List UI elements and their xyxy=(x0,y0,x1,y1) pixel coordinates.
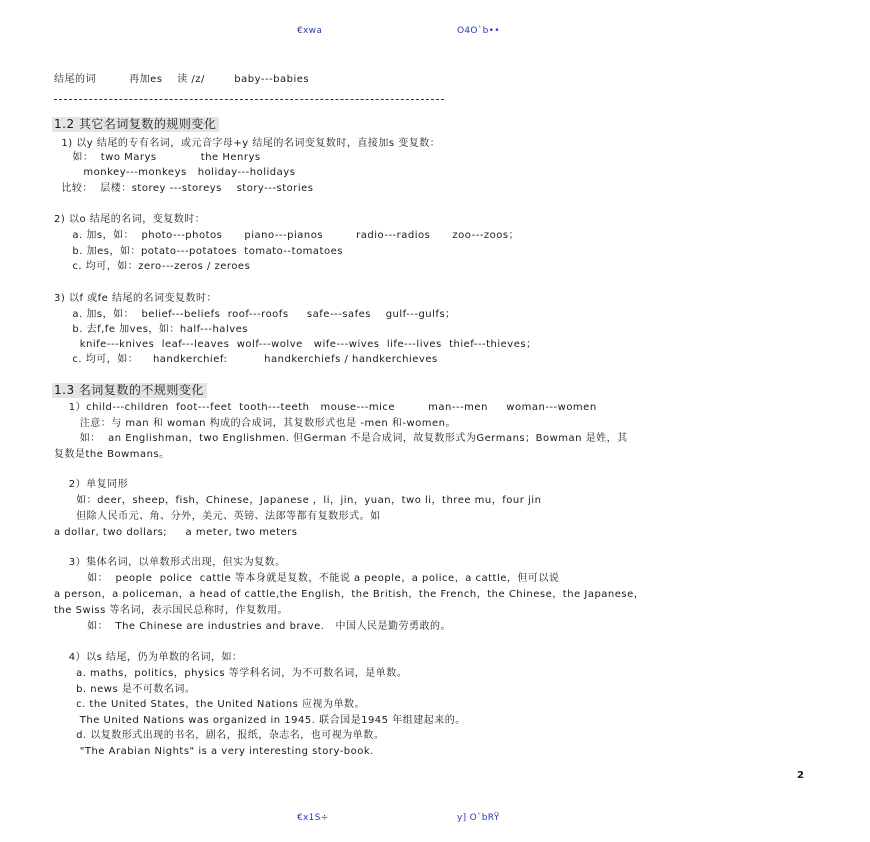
text-line: "The Arabian Nights" is a very interesting story-book. xyxy=(54,746,374,757)
text-line: b. 去f,fe 加ves，如：half---halves xyxy=(54,324,248,335)
text-line: 2）单复同形 xyxy=(54,479,129,490)
text-line: 注意：与 man 和 woman 构成的合成词，其复数形式也是 -men 和-women。 xyxy=(54,418,457,429)
footer-right-text: y] O`bRŸ xyxy=(457,813,500,823)
text-line: d. 以复数形式出现的书名，剧名，报纸，杂志名，也可视为单数。 xyxy=(54,730,385,741)
text-line: 如： an Englishman，two Englishmen. 但German 不是合成词，故复数形式为Germans；Bowman 是姓，其 xyxy=(54,433,628,444)
text-line: a dollar, two dollars; a meter, two meters xyxy=(54,527,298,538)
text-line: 如：deer，sheep，fish，Chinese，Japanese ，li，jin，yuan，two li，three mu，four jin xyxy=(54,495,542,506)
section-heading-1-3: 1.3 名词复数的不规则变化 xyxy=(52,383,207,398)
page-number: 2 xyxy=(797,770,804,781)
section-heading-1-2: 1.2 其它名词复数的规则变化 xyxy=(52,117,219,132)
text-line: b. news 是不可数名词。 xyxy=(54,684,196,695)
text-line: knife---knives leaf---leaves wolf---wolve wife---wives life---lives thief---thieves； xyxy=(54,339,537,350)
text-line: 1) 以y 结尾的专有名词，或元音字母+y 结尾的名词变复数时，直接加s 变复数： xyxy=(54,138,441,149)
text-line: c. 均可，如：zero---zeros / zeroes xyxy=(54,261,251,272)
text-line: 结尾的词 再加es 读 /z/ baby---babies xyxy=(54,74,310,85)
text-line: c. the United States，the United Nations 应视为单数。 xyxy=(54,699,366,710)
text-line: 但除人民币元、角、分外，美元、英镑、法郎等都有复数形式。如 xyxy=(54,511,381,522)
text-line: 复数是the Bowmans。 xyxy=(54,449,170,460)
text-line: 如： people police cattle 等本身就是复数，不能说 a people，a police，a cattle，但可以说 xyxy=(54,573,560,584)
text-line: c. 均可，如： handkerchief: handkerchiefs / handkerchieves xyxy=(54,354,438,365)
text-line: a. maths，politics，physics 等学科名词，为不可数名词，是单数。 xyxy=(54,668,408,679)
text-line: 3) 以f 或fe 结尾的名词变复数时： xyxy=(54,293,217,304)
text-line: a. 加s，如： belief---beliefs roof---roofs safe---safes gulf---gulfs； xyxy=(54,309,456,320)
text-line: 比较： 层楼：storey ---storeys story---stories xyxy=(54,183,314,194)
text-line: a person，a policeman，a head of cattle,the English，the British，the French，the Chinese，the Japanese， xyxy=(54,589,645,600)
text-line: 4）以s 结尾，仍为单数的名词，如： xyxy=(54,652,243,663)
text-line: 2) 以o 结尾的名词，变复数时： xyxy=(54,214,206,225)
text-line: 3）集体名词，以单数形式出现，但实为复数。 xyxy=(54,557,286,568)
dashed-rule xyxy=(54,99,444,100)
footer-left-text: €x1S÷ xyxy=(297,813,329,823)
text-line: The United Nations was organized in 1945. 联合国是1945 年组建起来的。 xyxy=(54,715,466,726)
text-line: monkey---monkeys holiday---holidays xyxy=(54,167,296,178)
text-line: the Swiss 等名词，表示国民总称时，作复数用。 xyxy=(54,605,288,616)
header-right-text: O4O`b•• xyxy=(457,26,500,36)
text-line: 如： two Marys the Henrys xyxy=(54,152,261,163)
text-line: 如： The Chinese are industries and brave. 中国人民是勤劳勇敢的。 xyxy=(54,621,451,632)
header-left-text: €xwa xyxy=(297,26,323,36)
text-line: 1）child---children foot---feet tooth---teeth mouse---mice man---men woman---women xyxy=(54,402,597,413)
text-line: a. 加s，如： photo---photos piano---pianos radio---radios zoo---zoos； xyxy=(54,230,520,241)
text-line: b. 加es，如：potato---potatoes tomato--tomatoes xyxy=(54,246,343,257)
